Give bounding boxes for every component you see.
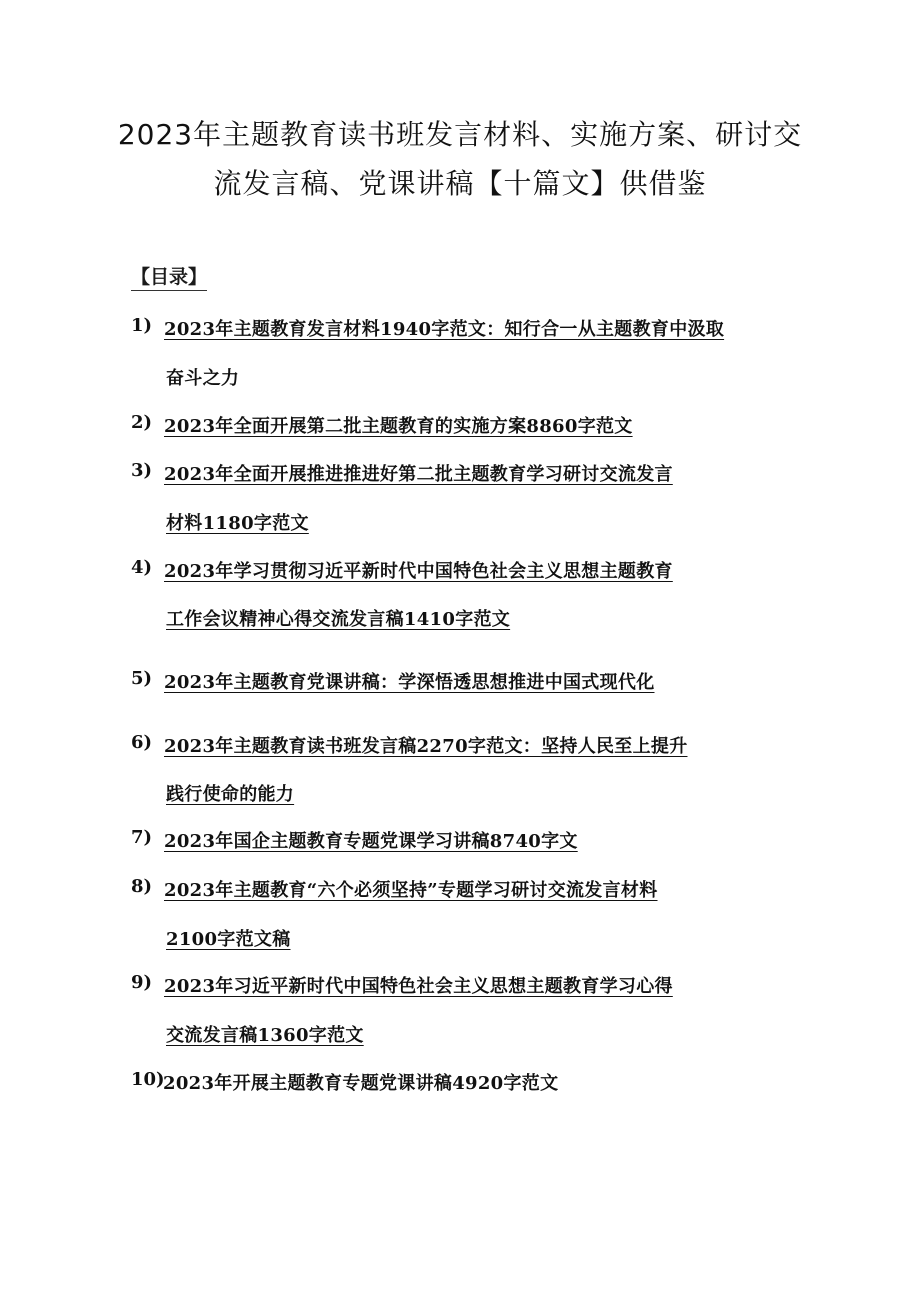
toc-item-link[interactable] — [164, 315, 724, 341]
toc-item-continuation[interactable]: 践行使命的能力 — [166, 784, 295, 805]
toc-item-number: 9) — [131, 972, 153, 993]
toc-item-link[interactable]: 2023年主题教育“六个必须坚持”专题学习研讨交流发言材料 — [164, 880, 658, 901]
toc-item-number: 2) — [131, 412, 153, 433]
toc-item-continuation[interactable]: 2100字范文稿 — [166, 929, 291, 950]
toc-item-link[interactable]: 2023年国企主题教育专题党课学习讲稿8740字文 — [164, 831, 578, 852]
toc-item-number: 1) — [131, 315, 153, 336]
toc-item-number: 5) — [131, 668, 153, 689]
toc-item-text: 2023年主题教育发言材料1940字范文：知行合一从主题教育中汲取 — [164, 319, 725, 340]
document-title-line-1: 2023年主题教育读书班发言材料、实施方案、研讨交 — [117, 118, 803, 151]
toc-item-link[interactable]: 2023年开展主题教育专题党课讲稿4920字范文 — [163, 1073, 559, 1094]
toc-item-number: 10) — [131, 1069, 165, 1090]
toc-item-continuation[interactable]: 材料1180字范文 — [166, 513, 309, 534]
toc-item-link[interactable]: 2023年全面开展推进推进好第二批主题教育学习研讨交流发言 — [164, 464, 673, 485]
toc-item-continuation[interactable]: 工作会议精神心得交流发言稿1410字范文 — [166, 609, 511, 630]
toc-heading: 【目录】 — [131, 262, 207, 291]
toc-item-link[interactable]: 2023年习近平新时代中国特色社会主义思想主题教育学习心得 — [164, 976, 673, 997]
toc-item-link[interactable]: 2023年主题教育党课讲稿：学深悟透思想推进中国式现代化 — [164, 672, 655, 693]
toc-item-number: 4) — [131, 557, 153, 578]
toc-item-number: 6) — [131, 732, 153, 753]
toc-item-link[interactable]: 2023年主题教育读书班发言稿2270字范文：坚持人民至上提升 — [164, 736, 688, 757]
toc-item-link[interactable]: 2023年学习贯彻习近平新时代中国特色社会主义思想主题教育 — [164, 561, 673, 582]
document-title-line-2: 流发言稿、党课讲稿【十篇文】供借鉴 — [213, 167, 707, 200]
toc-item-number: 7) — [131, 827, 153, 848]
toc-item-link[interactable]: 2023年全面开展第二批主题教育的实施方案8860字范文 — [164, 416, 633, 437]
toc-item-number: 3) — [131, 460, 153, 481]
toc-item-continuation: 奋斗之力 — [166, 368, 240, 389]
toc-item-number: 8) — [131, 876, 153, 897]
toc-item-continuation[interactable]: 交流发言稿1360字范文 — [166, 1025, 364, 1046]
